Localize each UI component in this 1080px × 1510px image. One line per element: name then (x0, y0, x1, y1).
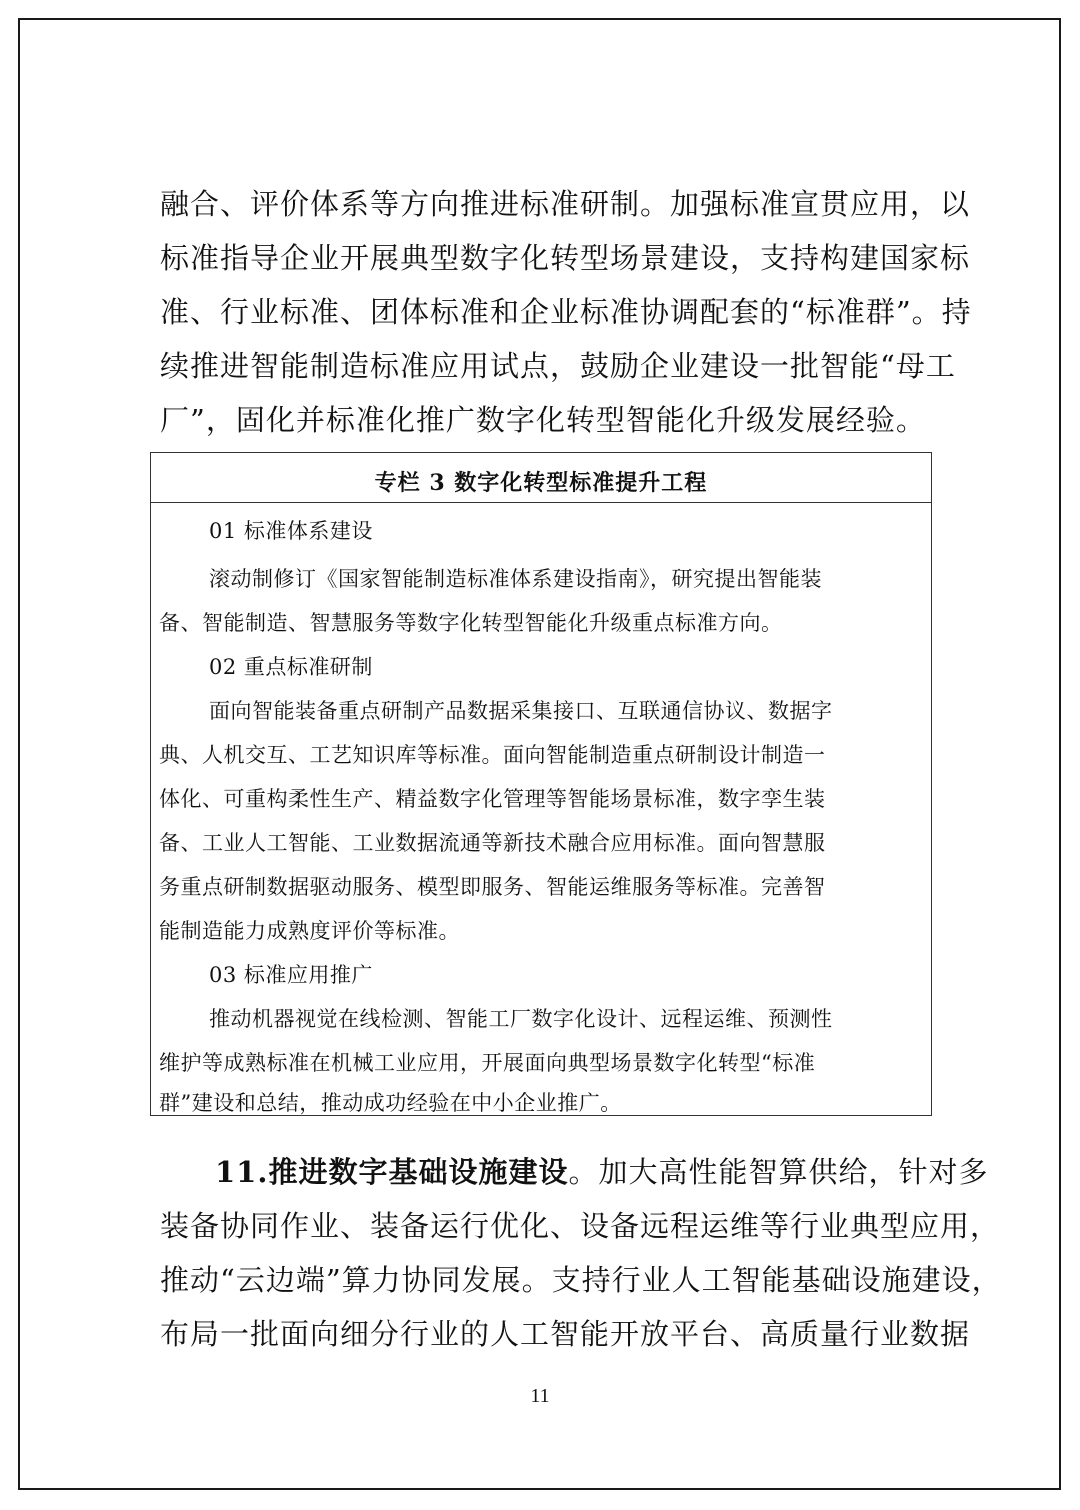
box-text-line: 滚动制修订《国家智能制造标准体系建设指南》，研究提出智能装 (209, 567, 822, 591)
intro-line: 准、行业标准、团体标准和企业标准协调配套的“标准群”。持 (160, 295, 972, 329)
section-11-first-line-text: 。加大高性能智算供给，针对多 (568, 1155, 989, 1189)
section-heading-03: 03 标准应用推广 (209, 963, 373, 987)
section-11-heading: 11.推进数字基础设施建设 (215, 1155, 569, 1189)
section-11-line: 布局一批面向细分行业的人工智能开放平台、高质量行业数据 (160, 1317, 971, 1351)
intro-line: 续推进智能制造标准应用试点，鼓励企业建设一批智能“母工 (160, 349, 956, 383)
box-title: 专栏 3 数字化转型标准提升工程 (374, 470, 708, 496)
box-text-line: 务重点研制数据驱动服务、模型即服务、智能运维服务等标准。完善智 (159, 875, 826, 899)
section-11-line: 装备协同作业、装备运行优化、设备远程运维等行业典型应用， (160, 1209, 1001, 1243)
intro-line: 标准指导企业开展典型数字化转型场景建设，支持构建国家标 (160, 241, 971, 275)
box-text-line: 能制造能力成熟度评价等标准。 (159, 919, 460, 943)
intro-line: 融合、评价体系等方向推进标准研制。加强标准宣贯应用，以 (160, 187, 971, 221)
box-text-line: 典、人机交互、工艺知识库等标准。面向智能制造重点研制设计制造一 (159, 743, 826, 767)
section-11-first-line (215, 1150, 988, 1191)
box-text-line: 备、工业人工智能、工业数据流通等新技术融合应用标准。面向智慧服 (159, 831, 826, 855)
box-text-line: 推动机器视觉在线检测、智能工厂数字化设计、远程运维、预测性 (209, 1007, 833, 1031)
box-text-line: 体化、可重构柔性生产、精益数字化管理等智能场景标准，数字孪生装 (159, 787, 826, 811)
box-text-line: 维护等成熟标准在机械工业应用，开展面向典型场景数字化转型“标准 (159, 1051, 816, 1075)
box-text-line: 群”建设和总结，推动成功经验在中小企业推广。 (159, 1091, 622, 1115)
page-number: 11 (530, 1385, 550, 1407)
section-11-line: 推动“云边端”算力协同发展。支持行业人工智能基础设施建设， (160, 1263, 1002, 1297)
section-heading-02: 02 重点标准研制 (209, 655, 373, 679)
box-text-line: 面向智能装备重点研制产品数据采集接口、互联通信协议、数据字 (209, 699, 833, 723)
section-heading-01: 01 标准体系建设 (209, 519, 373, 543)
intro-line: 厂”，固化并标准化推广数字化转型智能化升级发展经验。 (160, 403, 926, 437)
special-column-box (150, 452, 932, 1116)
box-title-row (151, 453, 931, 503)
box-text-line: 备、智能制造、智慧服务等数字化转型智能化升级重点标准方向。 (159, 611, 783, 635)
